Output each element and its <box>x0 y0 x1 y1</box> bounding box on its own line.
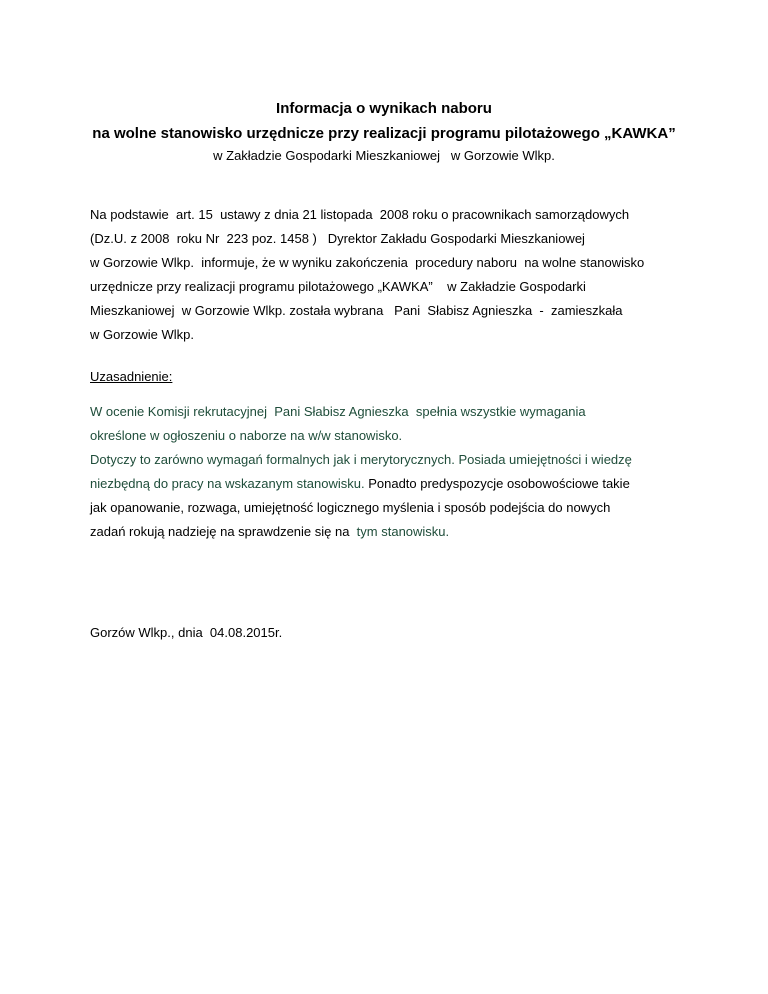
paragraph-line: Na podstawie art. 15 ustawy z dnia 21 listopada 2008 roku o pracownikach samorządowych <box>90 207 630 222</box>
place-date-line: Gorzów Wlkp., dnia 04.08.2015r. <box>90 625 283 640</box>
justification-line-6-black: zadań rokują nadzieję na sprawdzenie się na <box>90 524 357 539</box>
date-block <box>90 621 730 645</box>
paragraph-line: w Gorzowie Wlkp. <box>90 327 195 342</box>
document-title-line-2: na wolne stanowisko urzędnicze przy realizacji programu pilotażowego „KAWKA” <box>92 125 676 142</box>
justification-paragraph <box>90 400 730 544</box>
paragraph-line: (Dz.U. z 2008 roku Nr 223 poz. 1458 ) Dyrektor Zakładu Gospodarki Mieszkaniowej <box>90 231 585 246</box>
justification-line-4 <box>90 472 730 496</box>
justification-line-5: jak opanowanie, rozwaga, umiejętność logicznego myślenia i sposób podejścia do nowych <box>90 500 611 515</box>
justification-line-6 <box>90 520 730 544</box>
paragraph-line: urzędnicze przy realizacji programu pilotażowego „KAWKA” w Zakładzie Gospodarki <box>90 279 586 294</box>
justification-line-3: Dotyczy to zarówno wymagań formalnych jak i merytorycznych. Posiada umiejętności i wiedzę <box>90 452 632 467</box>
justification-line-4-black: Ponadto predyspozycje osobowościowe takie <box>364 476 630 491</box>
justification-line-2: określone w ogłoszeniu o naborze na w/w stanowisko. <box>90 428 403 443</box>
document-title-line-1: Informacja o wynikach naboru <box>276 100 492 117</box>
justification-line-1: W ocenie Komisji rekrutacyjnej Pani Słabisz Agnieszka spełnia wszystkie wymagania <box>90 404 586 419</box>
paragraph-line: Mieszkaniowej w Gorzowie Wlkp. została wybrana Pani Słabisz Agnieszka - zamieszkała <box>90 303 623 318</box>
document-header <box>0 96 768 166</box>
justification-line-6-green: tym stanowisku. <box>356 524 450 539</box>
paragraph-line: w Gorzowie Wlkp. informuje, że w wyniku zakończenia procedury naboru na wolne stanowisko <box>90 255 645 270</box>
justification-heading: Uzasadnienie: <box>90 369 173 384</box>
document-subtitle: w Zakładzie Gospodarki Mieszkaniowej w Gorzowie Wlkp. <box>213 148 555 163</box>
announcement-paragraph <box>90 203 730 347</box>
justification-heading-block <box>90 365 730 389</box>
justification-line-4-green: niezbędną do pracy na wskazanym stanowisku. <box>90 476 365 491</box>
